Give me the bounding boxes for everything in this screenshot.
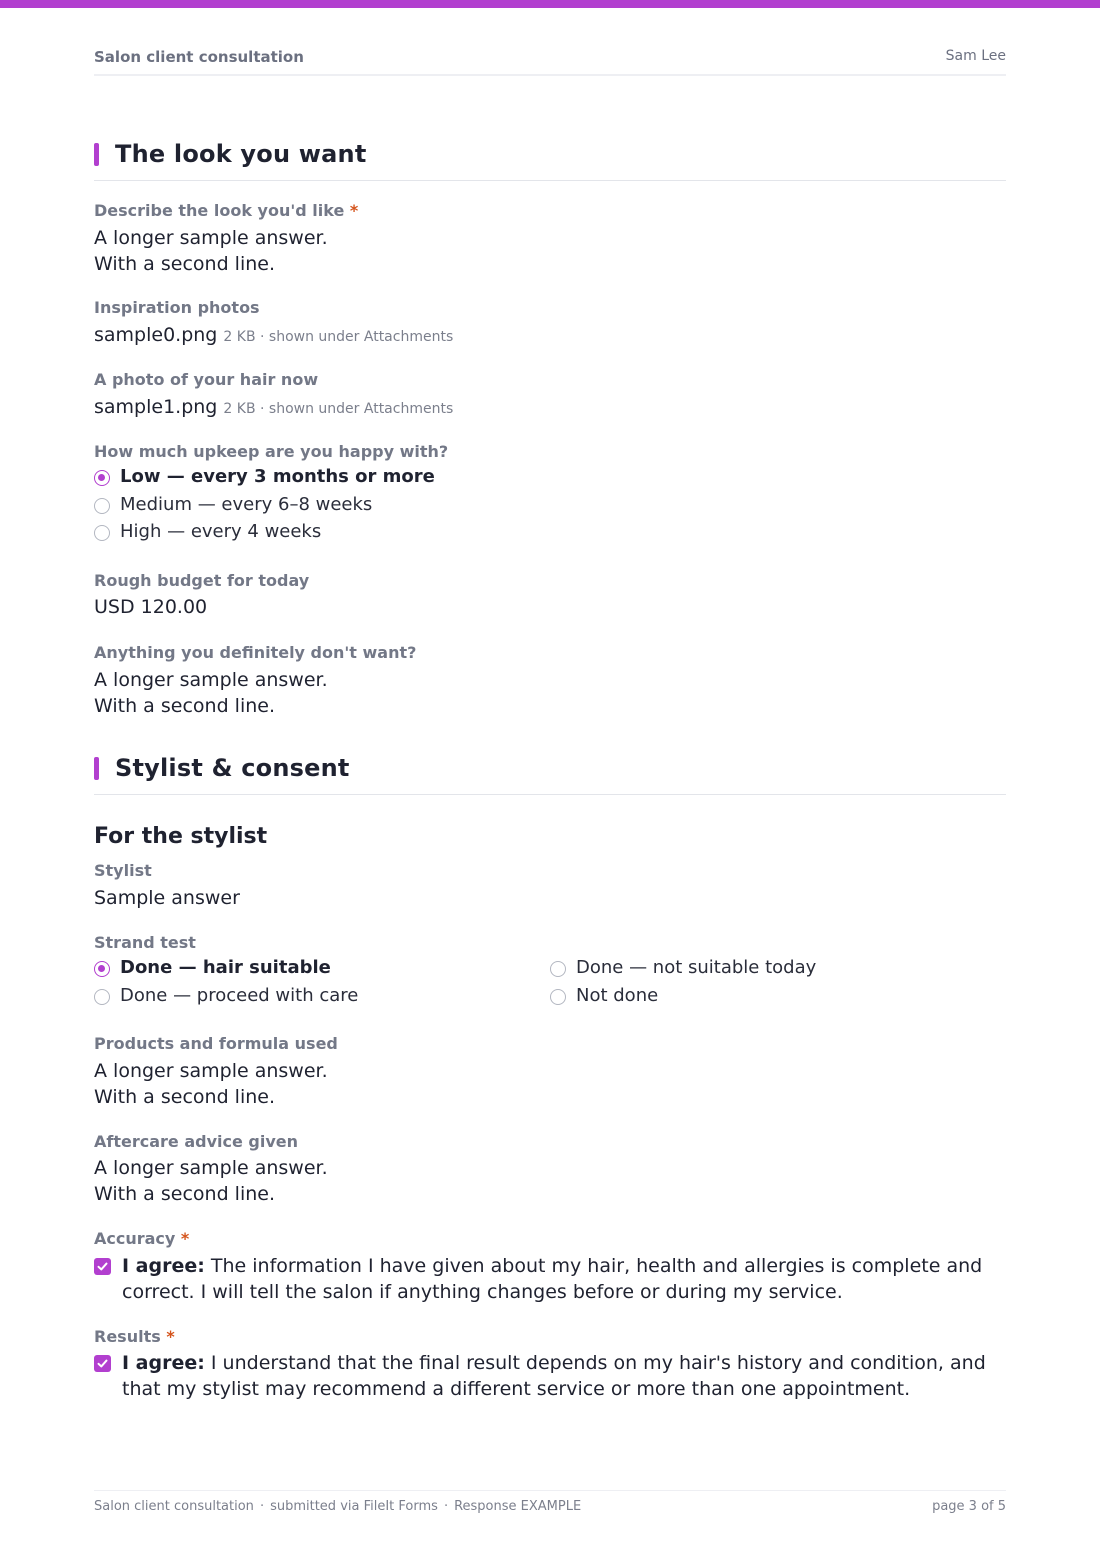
- answer-describe: A longer sample answer. With a second line.: [94, 227, 328, 275]
- accent-top-bar: [0, 0, 1100, 8]
- radio-selected-icon: [94, 470, 110, 486]
- radio-selected-icon: [94, 961, 110, 977]
- consent-accuracy-text: I agree: The information I have given about my hair, health and allergies is complete and correct. I will tell the salon if anything changes before or during my service.: [122, 1255, 983, 1303]
- radio-empty-icon: [94, 989, 110, 1005]
- footer-info: Salon client consultation · submitted via FileIt Forms · Response EXAMPLE: [94, 1499, 582, 1514]
- section-heading: The look you want: [115, 140, 367, 168]
- section-accent-bar: [94, 143, 99, 166]
- required-marker: *: [180, 1229, 190, 1248]
- consent-accuracy: [94, 1253, 1006, 1305]
- radio-empty-icon: [94, 498, 110, 514]
- field-label-current-photo: A photo of your hair now: [94, 370, 319, 389]
- section-title-consent: [94, 754, 1006, 795]
- answer-dont-want: A longer sample answer. With a second line.: [94, 669, 328, 717]
- section-accent-bar: [94, 757, 99, 780]
- consent-results: [94, 1350, 1006, 1402]
- field-label-upkeep: How much upkeep are you happy with?: [94, 442, 449, 461]
- page-header: [94, 48, 1006, 76]
- field-label-budget: Rough budget for today: [94, 571, 310, 590]
- subheading-for-stylist: For the stylist: [94, 824, 268, 849]
- answer-stylist: Sample answer: [94, 887, 240, 909]
- field-label-strand-test: Strand test: [94, 933, 196, 952]
- file-meta: 2 KB · shown under Attachments: [223, 329, 454, 345]
- answer-budget: USD 120.00: [94, 596, 208, 618]
- file-meta: 2 KB · shown under Attachments: [223, 401, 454, 417]
- checkbox-checked-icon[interactable]: [94, 1258, 111, 1275]
- form-title: Salon client consultation: [94, 48, 304, 66]
- field-label-accuracy: Accuracy *: [94, 1229, 190, 1248]
- radio-empty-icon: [550, 961, 566, 977]
- file-current-photo: [94, 396, 453, 418]
- required-marker: *: [166, 1327, 175, 1346]
- section-heading: Stylist & consent: [115, 754, 350, 782]
- field-label-dont-want: Anything you definitely don't want?: [94, 643, 417, 662]
- field-label-inspiration: Inspiration photos: [94, 298, 260, 317]
- required-marker: *: [349, 201, 359, 220]
- checkbox-checked-icon[interactable]: [94, 1355, 111, 1372]
- field-label-describe: Describe the look you'd like *: [94, 201, 359, 220]
- file-name[interactable]: sample1.png: [94, 396, 218, 418]
- section-title-look: [94, 140, 1006, 181]
- field-label-results: Results *: [94, 1327, 175, 1346]
- page-footer: [94, 1490, 1006, 1520]
- radio-empty-icon: [550, 989, 566, 1005]
- answer-products: A longer sample answer. With a second line.: [94, 1060, 328, 1108]
- page-number: page 3 of 5: [932, 1499, 1006, 1514]
- field-label-aftercare: Aftercare advice given: [94, 1132, 299, 1151]
- field-label-products: Products and formula used: [94, 1034, 338, 1053]
- radio-empty-icon: [94, 525, 110, 541]
- user-name: Sam Lee: [945, 48, 1006, 64]
- file-inspiration: [94, 324, 453, 346]
- file-name[interactable]: sample0.png: [94, 324, 218, 346]
- field-label-stylist: Stylist: [94, 861, 152, 880]
- consent-results-text: I agree: I understand that the final result depends on my hair's history and condition, and that my stylist may recommend a different service or more than one appointment.: [122, 1352, 986, 1400]
- answer-aftercare: A longer sample answer. With a second line.: [94, 1157, 328, 1205]
